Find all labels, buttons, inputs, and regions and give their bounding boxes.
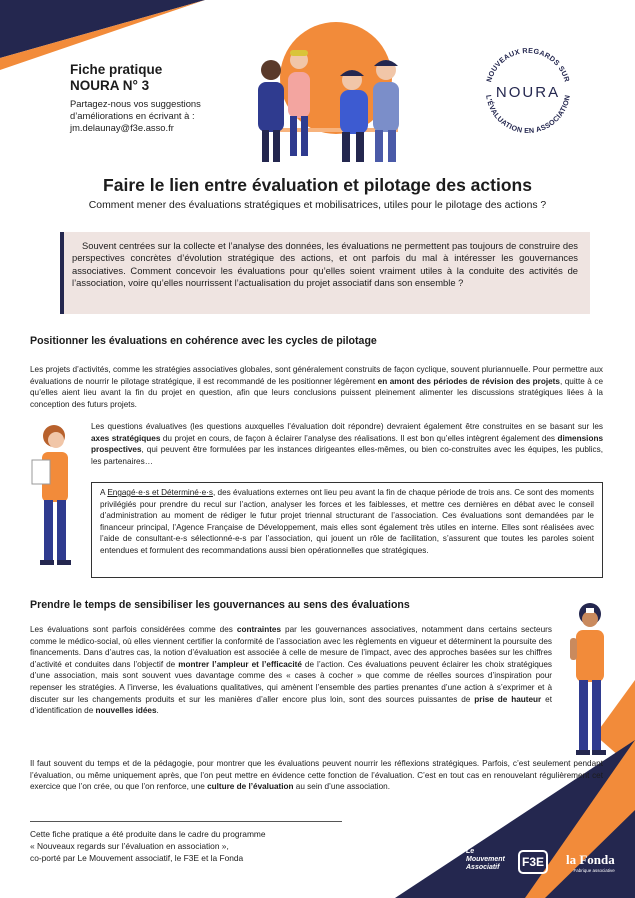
- badge-arc-bottom: L’ÉVALUATION EN ASSOCIATION: [484, 94, 572, 136]
- section2-paragraph2: Il faut souvent du temps et de la pédagogie, pour montrer que les évaluations peuvent nourrir les réflexions stratégiques. Parfois, c’est seulement pendant l’évaluation, ou même uniquement après, que l’on peut mettre en évidence cette fonction de l’évaluation. C’est en tout cas en renouvelant régulièrement cet exercice que l’on crée, ou que l’on renforce, une culture de l’évaluation au sein d’une association.: [30, 759, 603, 792]
- woman-phone-illustration: [560, 600, 620, 770]
- woman-reading-illustration: [20, 420, 84, 580]
- people-looking-illustration: [248, 20, 418, 165]
- logo-f3e: F3E: [518, 850, 548, 874]
- invite-text-1: Partagez-nous vos suggestions: [70, 98, 201, 109]
- section1-paragraph1: Les projets d’activités, comme les stratégies associatives globales, sont généralement construits de façon cyclique, souvent pluriannuelle. Pour permettre aux évaluations de nourrir le pilotage stratégique, il est recommandé de les positionner légèrement en amont des périodes de révision des projets, quitte à ce qu’elles aient lieu avant la fin du projet en question, afin que leurs conclusions puissent pleinement alimenter les discussions stratégiques liées à la conception des futurs projets.: [30, 365, 603, 409]
- intro-box: [60, 232, 590, 314]
- badge-arc-top: NOUVEAUX REGARDS SUR: [484, 45, 572, 84]
- intro-accent-bar: [60, 232, 64, 314]
- section2-heading: Prendre le temps de sensibiliser les gouvernances au sens des évaluations: [30, 599, 410, 611]
- footer-credits: Cette fiche pratique a été produite dans le cadre du programme « Nouveaux regards sur l’évaluation en association », co-porté par Le Mouvement associatif, le F3E et la Fonda: [30, 829, 266, 863]
- svg-text:NOUVEAUX REGARDS SUR: [484, 46, 572, 84]
- example-link[interactable]: Engagé·e·s et Déterminé·e·s: [107, 488, 213, 497]
- badge-name: NOURA: [495, 84, 561, 101]
- section2-paragraph1: Les évaluations sont parfois considérées comme des contraintes par les gouvernances associatives, notamment dans certains secteurs comme le médico-social, où elles viennent certifier la conformité de l’association avec les règlements en vigueur et déterminent la poursuite des financements. Dans d’autres cas, la notion d’évaluation est associée à celle de mesure de l’impact, avec des approches basées sur les chiffres d’activité et conduites dans l’objectif de montrer l’ampleur et l’efficacité de l’action. Ces évaluations peuvent éclairer les choix stratégiques d’une association, mais sont souvent vues davantage comme des « cases à cocher » que comme de réelles sources d’inspiration pour repenser les stratégies. A l’inverse, les évaluations qualitatives, qui amènent l’ensemble des parties prenantes d’une action à s’exprimer et à discuter sur les changements produits et sur les manières d’aller encore plus loin, sont des sources puissantes de prise de hauteur et d’identification de nouvelles idées.: [30, 625, 553, 716]
- fiche-number: NOURA N° 3: [70, 78, 150, 93]
- top-left-corner-shape: [0, 0, 210, 70]
- logo-mouvement-associatif: Le Mouvement Associatif: [466, 848, 505, 871]
- intro-text: Souvent centrées sur la collecte et l’analyse des données, les évaluations ne permettent pas toujours de construire des perspectives concrètes d’évolution stratégique des actions, et ont parfois du mal à intéresser les gouvernances associatives. Comment concevoir les évaluations pour qu’elles soient vraiment utiles à la conduite des activités de l’association, voire qu’elles nourrissent l’actualisation du projet associatif dans son ensemble ?: [72, 240, 578, 289]
- noura-badge: [472, 35, 584, 147]
- section1-heading: Positionner les évaluations en cohérence avec les cycles de pilotage: [30, 335, 377, 347]
- example-box: A Engagé·e·s et Déterminé·e·s, des évaluations externes ont lieu peu avant la fin de chaque période de trois ans. Ce sont des moments privilégiés pour prendre du recul sur l’action, analyser les forces et les faiblesses, et mettre ces dernières en débat avec le conseil d’administration au moment de rédiger le futur projet triennal structurant de l’association. Ces évaluations sont demandées par le financeur principal, l’Agence Française de Développement, mais elles sont également très utiles en interne. Elles sont réalisées avec l’aide de consultant-e-s sélectionné-e-s par l’association, qui jouent un rôle de facilitation, s’assurent que toutes les paroles soient entendues et formulent des recommandations aussi bien opérationnelles que stratégiques.: [91, 482, 603, 578]
- footer-divider: [30, 821, 342, 822]
- contact-email[interactable]: jm.delaunay@f3e.asso.fr: [70, 122, 174, 133]
- section1-paragraph2: Les questions évaluatives (les questions auxquelles l’évaluation doit répondre) devraient également être construites en se basant sur les axes stratégiques du projet en cours, de façon à éclairer l’analyse des réalisations. Il est bon qu’elles intègrent également des dimensions prospectives, qui peuvent être formulées par les instances dirigeantes elles-mêmes, ou bien co-construites avec les équipes, les publics, les partenaires…: [91, 422, 603, 466]
- page-title: Faire le lien entre évaluation et pilotage des actions: [103, 175, 532, 195]
- fiche-label: Fiche pratique: [70, 62, 163, 77]
- logo-la-fonda: la Fonda Fabrique associative: [566, 852, 615, 873]
- invite-text-2: d’améliorations en écrivant à :: [70, 110, 195, 121]
- header-info: [70, 62, 260, 134]
- page-subtitle: Comment mener des évaluations stratégiques et mobilisatrices, utiles pour le pilotage des actions ?: [88, 200, 547, 211]
